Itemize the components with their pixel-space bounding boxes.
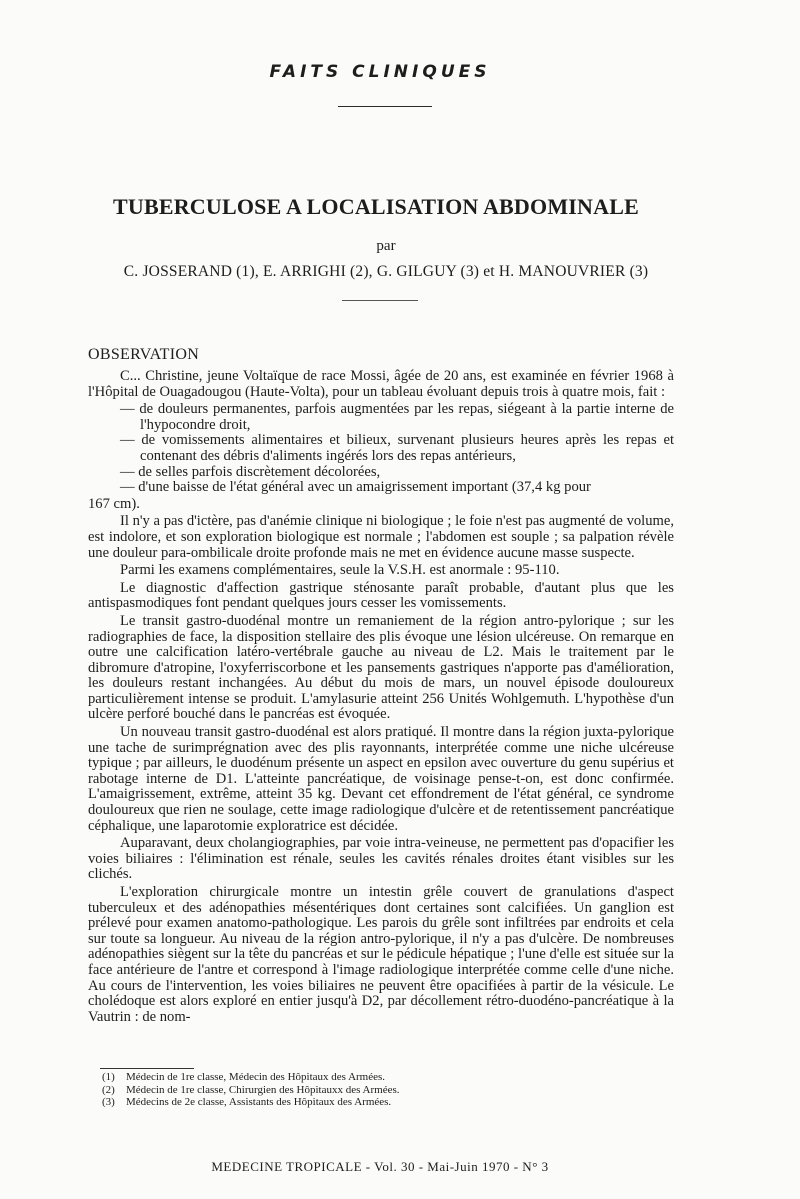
symptom-list [88,402,674,496]
paragraph: Le diagnostic d'affection gastrique sténosante paraît probable, d'autant plus que les antispasmodiques font pendant quelques jours cesser les vomissements. [88,579,674,612]
author-list: C. JOSSERAND (1), E. ARRIGHI (2), G. GILGUY (3) et H. MANOUVRIER (3) [123,263,649,280]
paragraph: Le transit gastro-duodénal montre un remaniement de la région antro-pylorique ; sur les radiographies de face, la disposition stellaire des plis évoque une lésion ulcéreuse. On remarque en outre une calcification latéro-vertébrale gauche au niveau de L2. Mais le traitement par le dibromure d'atropine, l'oxyferriscorbone et les pansements gastriques n'apporte pas d'amélioration, les douleurs restant inchangées. Au début du mois de mars, un nouvel épisode douloureux particulièrement intense se produit. L'amylasurie atteint 256 Unités Wohlgemuth. L'hypothèse d'un ulcère perforé bouché dans le pancréas est évoquée. [88,612,674,723]
symptom-item: — de douleurs permanentes, parfois augmentées par les repas, siégeant à la partie interne de l'hypocondre droit, [120,401,674,433]
article-body [88,369,674,1027]
by-line: par [376,238,396,254]
paragraph: L'exploration chirurgicale montre un intestin grêle couvert de granulations d'aspect tuberculeux et des adénopathies mésentériques dont certaines sont calcifiées. Un ganglion est prélevé pour examen anatomo-pathologique. Les parois du grêle sont infiltrées par endroits et cela sur toute sa longueur. Au niveau de la région antro-pylorique, il n'y a pas d'ulcère. De nombreuses adénopathies siègent sur la tête du pancréas et sur le pédicule hépatique ; l'une d'elle est située sur la face antérieure de l'antre et correspond à l'image radiologique interprétée comme celle d'une niche. Au cours de l'intervention, les voies biliaires ne peuvent être opacifiées à partir de la vésicule. Le cholédoque est alors exploré en entier jusqu'à D2, par décollement rétro-duodéno-pancréatique à la Vautrin : de nom- [88,884,674,1025]
footnote-rule [100,1068,194,1069]
paragraph: Auparavant, deux cholangiographies, par voie intra-veineuse, ne permettent pas d'opacifier les voies biliaires : l'élimination est rénale, seules les cavités rénales droites étant visibles sur les clichés. [88,835,674,883]
section-heading: FAITS CLINIQUES [269,62,491,82]
footnote-text: Médecin de 1re classe, Médecin des Hôpitaux des Armées. [126,1071,386,1083]
footnote-number: (3) [102,1096,115,1108]
symptom-item: — de selles parfois discrètement décolorées, [120,463,381,480]
observation-heading: OBSERVATION [88,346,200,363]
journal-footer: MEDECINE TROPICALE - Vol. 30 - Mai-Juin 1970 - N° 3 [211,1159,549,1174]
footnote [102,1071,682,1084]
article-title: TUBERCULOSE A LOCALISATION ABDOMINALE [113,194,639,219]
footnote [102,1096,682,1109]
top-rule [338,106,432,107]
paragraph: Il n'y a pas d'ictère, pas d'anémie clinique ni biologique ; le foie n'est pas augmenté de volume, est indolore, et son exploration biologique est normale ; l'abdomen est souple ; sa palpation révèle une douleur para-ombilicale droite profonde mais ne met en évidence aucune masse suspecte. [88,513,674,561]
separator-rule [342,300,418,301]
intro-paragraph: C... Christine, jeune Voltaïque de race Mossi, âgée de 20 ans, est examinée en février 1968 à l'Hôpital de Ouagadougou (Haute-Volta), pour un tableau évoluant depuis trois à quatre mois, fait : [88,368,674,400]
symptom-item: — de vomissements alimentaires et bilieux, survenant plusieurs heures après les repas et contenant des débris d'aliments ingérés lors des repas antérieurs, [120,432,674,464]
footnote [102,1084,682,1097]
footnote-number: (1) [102,1071,115,1083]
paragraph: Parmi les examens complémentaires, seule la V.S.H. est anormale : 95-110. [120,562,560,579]
footnotes [102,1071,682,1109]
footnote-text: Médecin de 1re classe, Chirurgien des Hôpitauxx des Armées. [126,1083,400,1096]
footnote-text: Médecins de 2e classe, Assistants des Hôpitaux des Armées. [126,1096,392,1108]
paragraph: Un nouveau transit gastro-duodénal est alors pratiqué. Il montre dans la région juxta-pylorique une tache de surimprégnation avec des plis rayonnants, interprétée comme une niche ulcéreuse typique ; par ailleurs, le duodénum présente un aspect en epsilon avec ouverture du genu supérius et rabotage interne de D1. L'atteinte pancréatique, de voisinage pense-t-on, est donc confirmée. L'amaigrissement, extrême, atteint 35 kg. Devant cet effondrement de l'état général, ce syndrome douloureux que rien ne soulage, cette image radiologique d'ulcère et de retentissement pancréatique céphalique, une laparotomie exploratrice est décidée. [88,724,674,834]
symptom-item: — d'une baisse de l'état général avec un amaigrissement important (37,4 kg pour [120,479,591,496]
footnote-number: (2) [102,1083,115,1096]
symptom-continuation: 167 cm). [88,495,140,512]
